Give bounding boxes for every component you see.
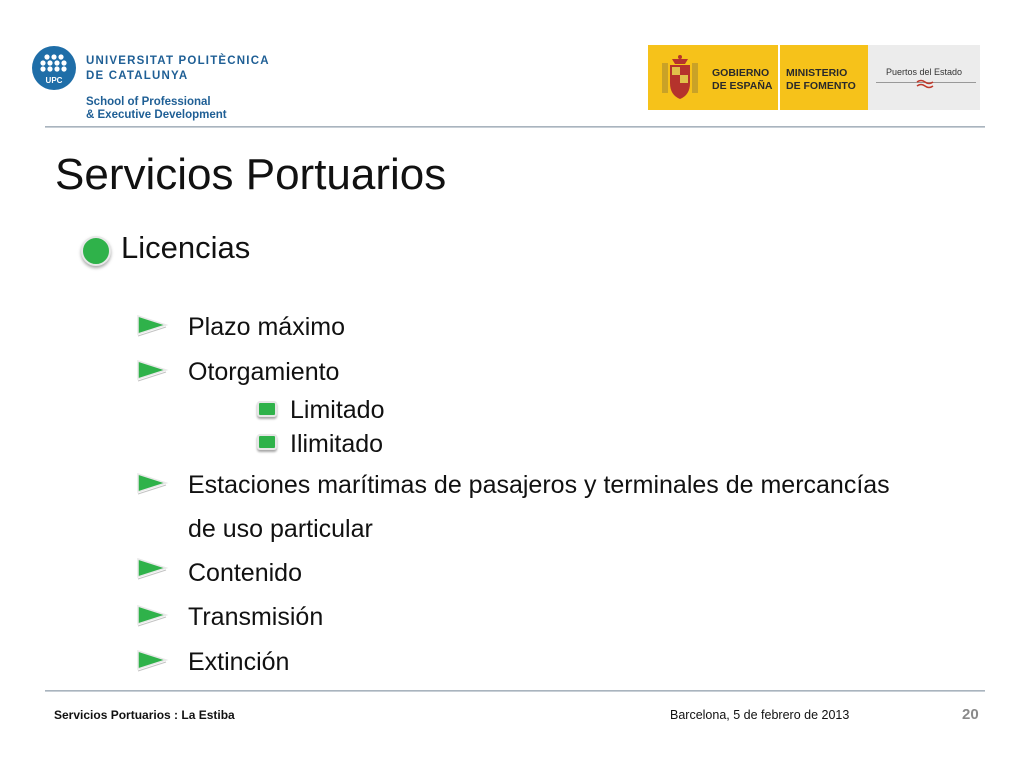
item-otorgamiento: Otorgamiento bbox=[188, 358, 340, 386]
puertos-del-estado-logo bbox=[868, 45, 980, 110]
gov-line2: DE ESPAÑA bbox=[712, 80, 773, 92]
green-arrow-bullet-icon bbox=[134, 554, 170, 582]
upc-dots-icon bbox=[32, 46, 76, 90]
university-name-line1: UNIVERSITAT POLITÈCNICA bbox=[86, 55, 270, 67]
university-name-line2: DE CATALUNYA bbox=[86, 70, 189, 82]
page-number: 20 bbox=[962, 706, 979, 723]
item-estaciones-line1: Estaciones marítimas de pasajeros y terminales de mercancías bbox=[188, 471, 890, 499]
subitem-limitado: Limitado bbox=[290, 396, 385, 424]
puertos-wave-icon bbox=[916, 79, 934, 89]
green-arrow-bullet-icon bbox=[134, 646, 170, 674]
ministry-line2: DE FOMENTO bbox=[786, 80, 856, 92]
puertos-label: Puertos del Estado bbox=[886, 67, 963, 77]
footer-course-title: Servicios Portuarios : La Estiba bbox=[54, 708, 235, 722]
item-transmision: Transmisión bbox=[188, 603, 324, 631]
school-name-line1: School of Professional bbox=[86, 96, 211, 108]
item-contenido: Contenido bbox=[188, 559, 302, 587]
footer-date: Barcelona, 5 de febrero de 2013 bbox=[670, 708, 850, 722]
item-extincion: Extinción bbox=[188, 648, 290, 676]
green-square-bullet-icon bbox=[257, 434, 277, 450]
green-circle-bullet-icon bbox=[81, 236, 111, 266]
upc-abbr: UPC bbox=[45, 76, 63, 85]
government-logo bbox=[648, 45, 980, 110]
green-arrow-bullet-icon bbox=[134, 356, 170, 384]
upc-logo bbox=[32, 46, 76, 90]
gov-line1: GOBIERNO bbox=[712, 67, 770, 79]
header-divider bbox=[45, 126, 985, 128]
item-estaciones-line2: de uso particular bbox=[188, 515, 373, 543]
school-name-line2: & Executive Development bbox=[86, 109, 227, 121]
green-arrow-bullet-icon bbox=[134, 601, 170, 629]
green-arrow-bullet-icon bbox=[134, 311, 170, 339]
ministry-line1: MINISTERIO bbox=[786, 67, 848, 79]
slide-title: Servicios Portuarios bbox=[55, 150, 447, 199]
item-plazo-maximo: Plazo máximo bbox=[188, 313, 345, 341]
subitem-ilimitado: Ilimitado bbox=[290, 430, 384, 458]
coat-of-arms-icon bbox=[658, 53, 702, 103]
level1-heading: Licencias bbox=[121, 230, 251, 265]
green-square-bullet-icon bbox=[257, 401, 277, 417]
footer-divider bbox=[45, 690, 985, 692]
gov-divider bbox=[778, 45, 780, 110]
green-arrow-bullet-icon bbox=[134, 469, 170, 497]
